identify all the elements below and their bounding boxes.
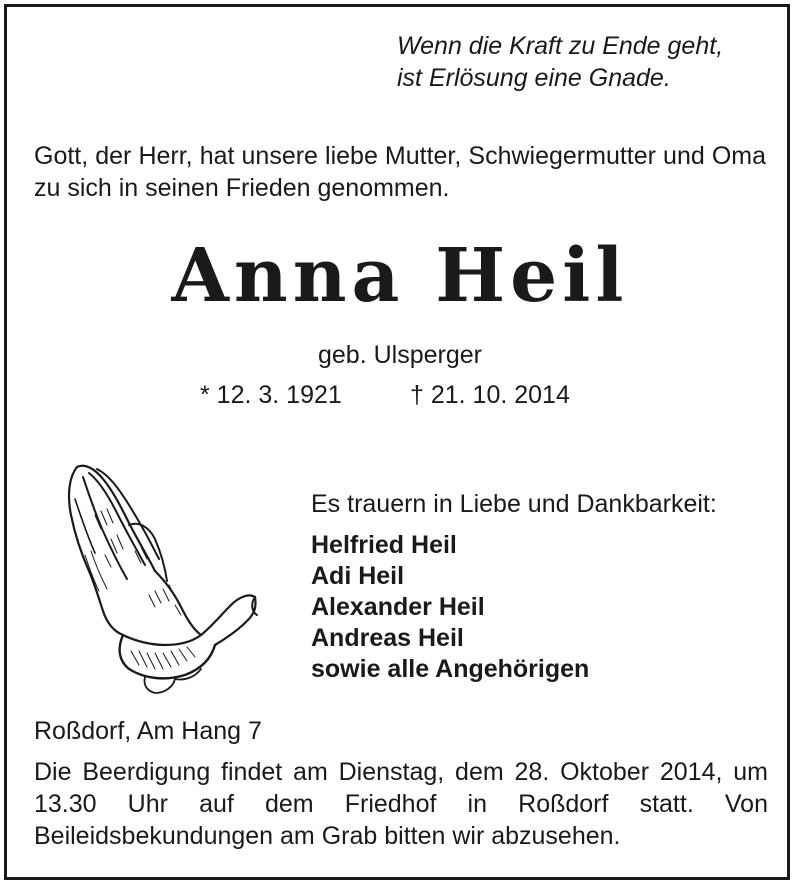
funeral-info: Die Beerdigung findet am Dienstag, dem 28. Oktober 2014, um 13.30 Uhr auf dem Friedhof in Roßdorf statt. Von Beileidsbekundungen am Grab bitten wir abzusehen. — [34, 758, 768, 850]
mourners-heading: Es trauern in Liebe und Dankbarkeit: — [311, 490, 717, 518]
mourner-name: Andreas Heil — [311, 624, 464, 652]
notice-border — [4, 4, 790, 880]
deceased-name: Anna Heil — [171, 233, 629, 319]
intro-text: Gott, der Herr, hat unsere liebe Mutter, Schwiegermutter und Oma zu sich in seinen Frieden genommen. — [34, 142, 766, 202]
mourners-list — [311, 530, 589, 685]
mourner-name: sowie alle Angehörigen — [311, 655, 590, 683]
mourner-name: Alexander Heil — [311, 593, 485, 621]
praying-hands-icon — [55, 455, 265, 695]
mourner-name: Adi Heil — [311, 562, 405, 590]
address: Roßdorf, Am Hang 7 — [34, 717, 262, 745]
motto-line-2: ist Erlösung eine Gnade. — [397, 64, 671, 92]
motto — [397, 30, 723, 94]
born-name: geb. Ulsperger — [318, 341, 482, 369]
mourner-name: Helfried Heil — [311, 531, 457, 559]
death-date: † 21. 10. 2014 — [410, 381, 570, 409]
motto-line-1: Wenn die Kraft zu Ende geht, — [397, 32, 724, 60]
birth-date: * 12. 3. 1921 — [200, 381, 342, 409]
